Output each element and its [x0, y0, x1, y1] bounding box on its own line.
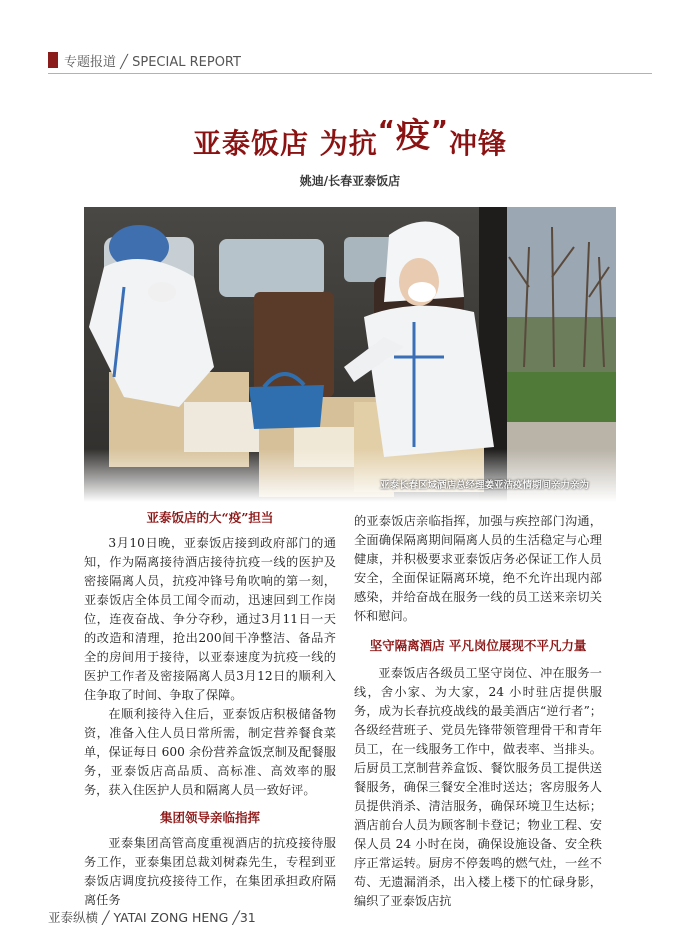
subhead-responsibility: 亚泰饭店的大“疫”担当: [146, 510, 274, 525]
author-byline: 姚迪/长春亚泰饭店: [299, 174, 401, 188]
title-part2: 冲锋: [448, 127, 507, 160]
title-quote-open: “: [377, 116, 396, 146]
page-footer: [48, 908, 256, 926]
header-rule: [48, 73, 652, 74]
section-divider: ╱: [120, 55, 133, 70]
article-title: [0, 114, 700, 163]
title-quote-close: ”: [430, 116, 449, 146]
photo-illustration: [84, 207, 616, 502]
paragraph: 亚泰饭店各级员工坚守岗位、冲在服务一线，舍小家、为大家，24 小时驻店提供服务，成为长春抗疫战线的最美酒店“逆行者”；各级经营班子、党员先锋带领管理骨干和青年员工，在一线服务工作中，做表率、当排头。后厨员工烹制营养盒饭、餐饮服务员工提供送餐服务，确保三餐安全准时送达；客房服务人员提供消杀、清洁服务，确保环境卫生达标；酒店前台人员为顾客制卡登记；物业工程、安保人员 24 小时在岗，确保设施设备、安全秩序正常运转。厨房不停轰鸣的燃气灶，一丝不苟、无遗漏消杀，出入楼上楼下的忙碌身影，编织了亚泰饭店抗: [354, 666, 602, 908]
section-label-cn: 专题报道: [64, 55, 117, 70]
paragraph: 亚泰集团高管高度重视酒店的抗疫接待服务工作，亚泰集团总裁刘树森先生，专程到亚泰饭店调度抗疫接待工作，在集团承担政府隔离任务: [84, 836, 336, 907]
article-photo: [84, 207, 616, 502]
section-header: [64, 51, 241, 70]
page-number: 31: [239, 910, 256, 925]
paragraph: 的亚泰饭店亲临指挥，加强与疾控部门沟通，全面确保隔离期间隔离人员的生活稳定与心理健康，并积极要求亚泰饭店务必保证工作人员安全，全面保证隔离环境，绝不允许出现内部感染，并给奋战在服务一线的员工送来亲切关怀和慰问。: [354, 514, 602, 623]
title-highlight: 疫: [395, 116, 431, 156]
subhead-frontline: 坚守隔离酒店 平凡岗位展现不平凡力量: [369, 638, 587, 653]
title-part1: 亚泰饭店 为抗: [193, 127, 378, 160]
photo-caption: 亚泰长春区域酒店总经理姜亚洁疫情期间亲力亲为: [380, 480, 590, 491]
section-marker: [48, 52, 58, 68]
left-column: [84, 508, 336, 910]
subhead-leadership: 集团领导亲临指挥: [159, 810, 260, 825]
right-column: [354, 512, 602, 911]
paragraph: 3月10日晚，亚泰饭店接到政府部门的通知，作为隔离接待酒店接待抗疫一线的医护及密接隔离人员，抗疫冲锋号角吹响的第一刻，亚泰饭店全体员工闻令而动，迅速回到工作岗位，连夜奋战、争分夺秒，通过3月11日一天的改造和清理，抢出200间干净整洁、备品齐全的房间用于接待，以亚泰速度为抗疫一线的医护工作者及密接隔离人员3月12日的顺利入住争取了时间、争取了保障。: [84, 536, 336, 702]
paragraph: 在顺利接待入住后，亚泰饭店积极储备物资，准备入住人员日常所需，制定营养餐食菜单，保证每日 600 余份营养盒饭烹制及配餐服务，亚泰饭店高品质、高标准、高效率的服务，获入住医护人员和隔离人员一致好评。: [84, 707, 336, 797]
magazine-name: 亚泰纵横 ╱ YATAI ZONG HENG ╱: [48, 910, 240, 925]
section-label-en: SPECIAL REPORT: [132, 55, 241, 70]
